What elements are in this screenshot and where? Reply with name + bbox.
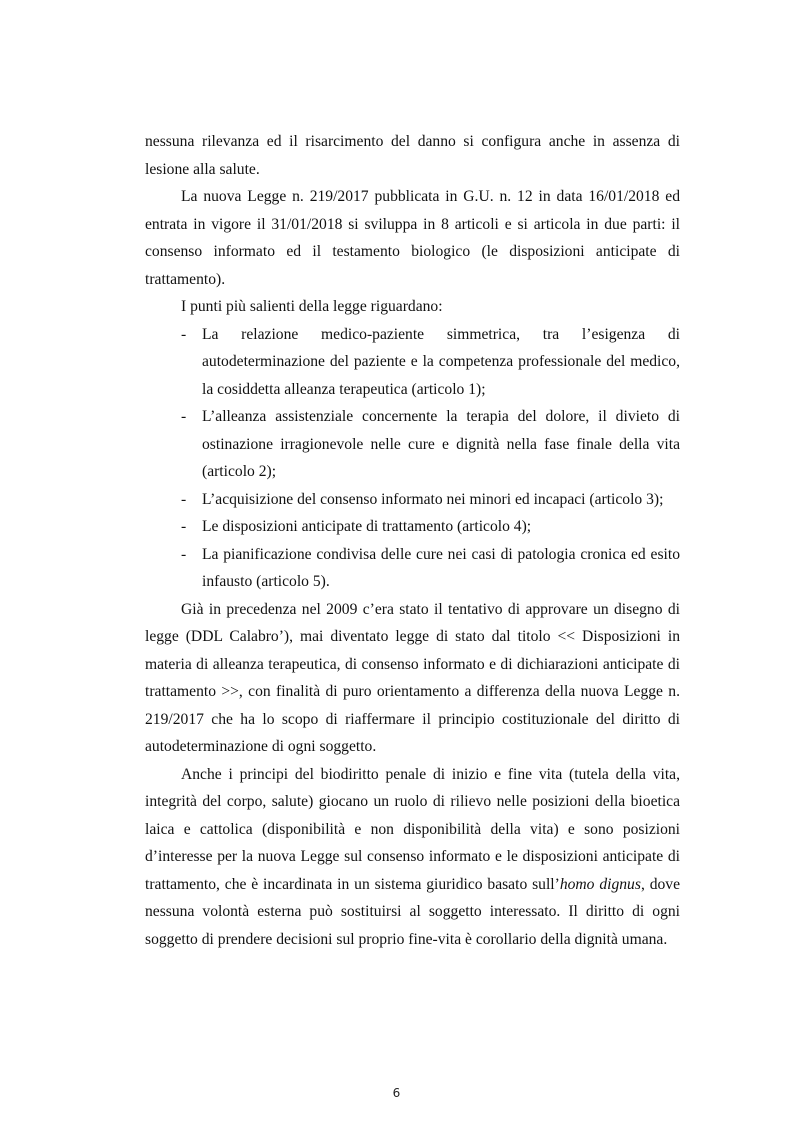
paragraph-ddl-calabro: Già in precedenza nel 2009 c’era stato il tentativo di approvare un disegno di legge (DDL Calabro’), mai diventato legge di stato dal titolo << Disposizioni in materia di alleanza terapeutica, di consenso informato e di dichiarazioni anticipate di trattamento >>, con finalità di puro orientamento a differenza della nuova Legge n. 219/2017 che ha lo scopo di riaffermare il principio costituzionale del diritto di autodeterminazione di ogni soggetto. bbox=[145, 600, 680, 755]
dash-bullet: - bbox=[181, 408, 187, 425]
list-item bbox=[145, 541, 680, 596]
paragraph-text-before: Anche i principi del biodiritto penale di inizio e fine vita (tutela della vita, integrità del corpo, salute) giocano un ruolo di rilievo nelle posizioni della bioetica laica e cattolica (disponibilità e non disponibilità della vita) e sono posizioni d’interesse per la nuova Legge sul consenso informato e le disposizioni anticipate di trattamento, che è incardinata in un sistema giuridico basato sull’ bbox=[145, 765, 680, 893]
italic-term: homo dignus bbox=[559, 875, 641, 893]
dash-bullet: - bbox=[181, 518, 187, 535]
list-item bbox=[145, 486, 680, 514]
list-item-text: Le disposizioni anticipate di trattamento (articolo 4); bbox=[202, 518, 532, 535]
dash-bullet: - bbox=[181, 490, 187, 508]
list-item-text: L’alleanza assistenziale concernente la terapia del dolore, il divieto di ostinazione irragionevole nelle cure e dignità nella fase finale della vita (articolo 2); bbox=[202, 408, 680, 480]
list-item bbox=[145, 321, 680, 404]
list-item-text: L’acquisizione del consenso informato nei minori ed incapaci (articolo 3); bbox=[202, 490, 664, 508]
list-item-text: La relazione medico-paziente simmetrica, tra l’esigenza di autodeterminazione del paziente e la competenza professionale del medico, la cosiddetta alleanza terapeutica (articolo 1); bbox=[202, 325, 680, 398]
dash-bullet: - bbox=[181, 545, 187, 563]
dash-bullet: - bbox=[181, 325, 187, 343]
page-body bbox=[145, 128, 680, 953]
list-item bbox=[145, 513, 680, 541]
paragraph-punti-salienti: I punti più salienti della legge riguardano: bbox=[181, 298, 443, 315]
paragraph-continuation: nessuna rilevanza ed il risarcimento del danno si configura anche in assenza di lesione alla salute. bbox=[145, 133, 680, 178]
list-item-text: La pianificazione condivisa delle cure nei casi di patologia cronica ed esito infausto (articolo 5). bbox=[202, 545, 680, 590]
paragraph-text-after: , dove nessuna volontà esterna può sostituirsi al soggetto interessato. Il diritto di ogni soggetto di prendere decisioni sul proprio fine-vita è corollario della dignità umana. bbox=[145, 875, 681, 948]
page-number: 6 bbox=[392, 1086, 401, 1100]
paragraph-legge-219: La nuova Legge n. 219/2017 pubblicata in G.U. n. 12 in data 16/01/2018 ed entrata in vigore il 31/01/2018 si sviluppa in 8 articoli e si articola in due parti: il consenso informato ed il testamento biologico (le disposizioni anticipate di trattamento). bbox=[145, 188, 680, 288]
list-item bbox=[145, 403, 680, 486]
bullet-list bbox=[145, 321, 680, 596]
paragraph-biodiritto bbox=[145, 761, 680, 954]
